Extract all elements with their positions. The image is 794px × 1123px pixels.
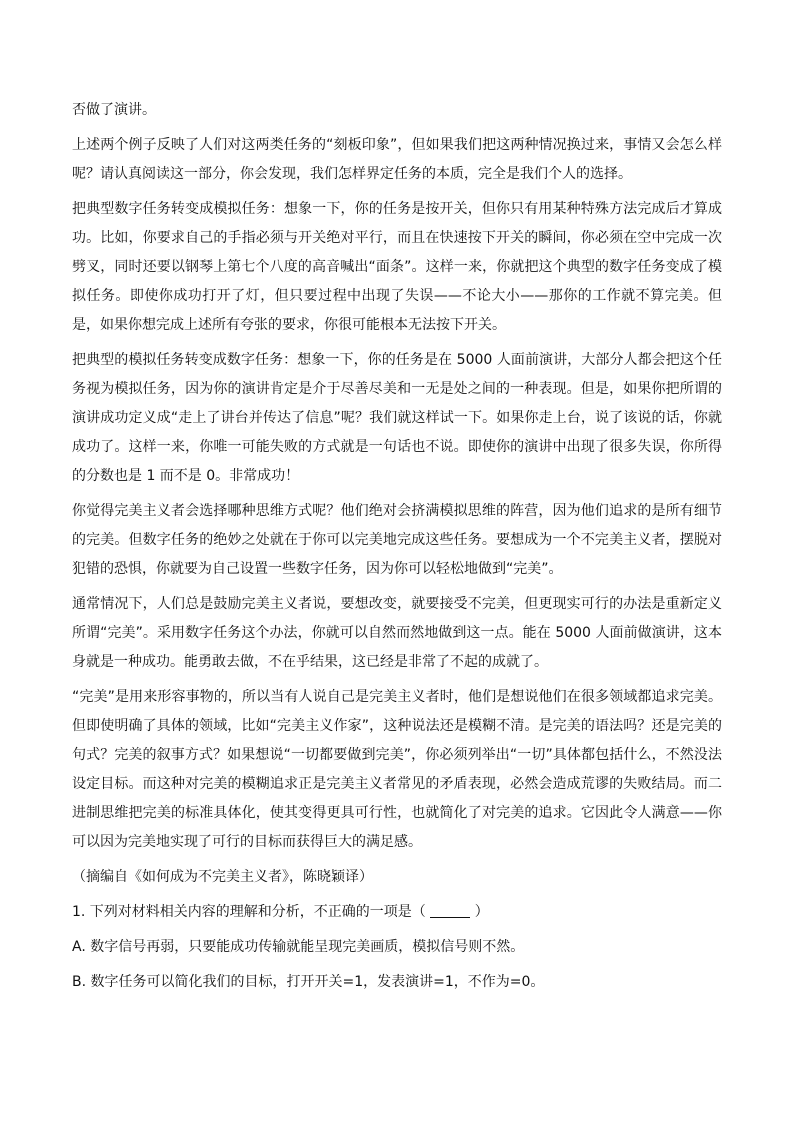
question-stem-before: 1. 下列对材料相关内容的理解和分析，不正确的一项是（ (72, 904, 431, 920)
source-citation: （摘编自《如何成为不完美主义者》，陈晓颖译） (72, 869, 373, 885)
option-b: B. 数字任务可以简化我们的目标，打开开关=1，发表演讲=1，不作为=0。 (72, 974, 545, 990)
paragraph-5: 你觉得完美主义者会选择哪种思维方式呢？他们绝对会挤满模拟思维的阵营，因为他们追求的是所有细节的完美。但数字任务的绝妙之处就在于你可以完美地完成这些任务。要想成为一个不完美主义者，摆脱对犯错的恐惧，你就要为自己设置一些数字任务，因为你可以轻松地做到“完美”。 (72, 503, 722, 577)
paragraph-7: “完美”是用来形容事物的，所以当有人说自己是完美主义者时，他们是想说他们在很多领域都追求完美。但即使明确了具体的领域，比如“完美主义作家”，这种说法还是模糊不清。是完美的语法吗？还是完美的句式？完美的叙事方式？如果想说“一切都要做到完美”，你必须列举出“一切”具体都包括什么，不然没法设定目标。而这种对完美的模糊追求正是完美主义者常见的矛盾表现，必然会造成荒谬的失败结局。而二进制思维把完美的标准具体化，使其变得更具可行性，也就简化了对完美的追求。它因此令人满意——你可以因为完美地实现了可行的目标而获得巨大的满足感。 (72, 689, 722, 850)
question-stem (72, 898, 722, 927)
paragraph-1: 否做了演讲。 (72, 102, 156, 118)
option-a: A. 数字信号再弱，只要能成功传输就能呈现完美画质，模拟信号则不然。 (72, 939, 525, 955)
paragraph-6: 通常情况下，人们总是鼓励完美主义者说，要想改变，就要接受不完美，但更现实可行的办法是重新定义所谓“完美”。采用数字任务这个办法，你就可以自然而然地做到这一点。能在 5000 人面前做演讲，这本身就是一种成功。能勇敢去做，不在乎结果，这已经是非常了不起的成就了。 (72, 596, 722, 670)
document-page (72, 96, 722, 1003)
paragraph-2: 上述两个例子反映了人们对这两类任务的“刻板印象”，但如果我们把这两种情况换过来，事情又会怎么样呢？请认真阅读这一部分，你会发现，我们怎样界定任务的本质，完全是我们个人的选择。 (72, 137, 722, 182)
question-stem-after: ） (470, 904, 489, 920)
answer-blank[interactable] (430, 901, 470, 918)
paragraph-3: 把典型数字任务转变成模拟任务：想象一下，你的任务是按开关，但你只有用某种特殊方法完成后才算成功。比如，你要求自己的手指必须与开关绝对平行，而且在快速按下开关的瞬间，你必须在空中完成一次劈叉，同时还要以钢琴上第七个八度的高音喊出“面条”。这样一来，你就把这个典型的数字任务变成了模拟任务。即使你成功打开了灯，但只要过程中出现了失误——不论大小——那你的工作就不算完美。但是，如果你想完成上述所有夸张的要求，你很可能根本无法按下开关。 (72, 201, 722, 333)
paragraph-4: 把典型的模拟任务转变成数字任务：想象一下，你的任务是在 5000 人面前演讲，大部分人都会把这个任务视为模拟任务，因为你的演讲肯定是介于尽善尽美和一无是处之间的一种表现。但是，如果你把所谓的演讲成功定义成“走上了讲台并传达了信息”呢？我们就这样试一下。如果你走上台，说了该说的话，你就成功了。这样一来，你唯一可能失败的方式就是一句话也不说。即使你的演讲中出现了很多失误，你所得的分数也是 1 而不是 0。非常成功！ (72, 352, 722, 484)
